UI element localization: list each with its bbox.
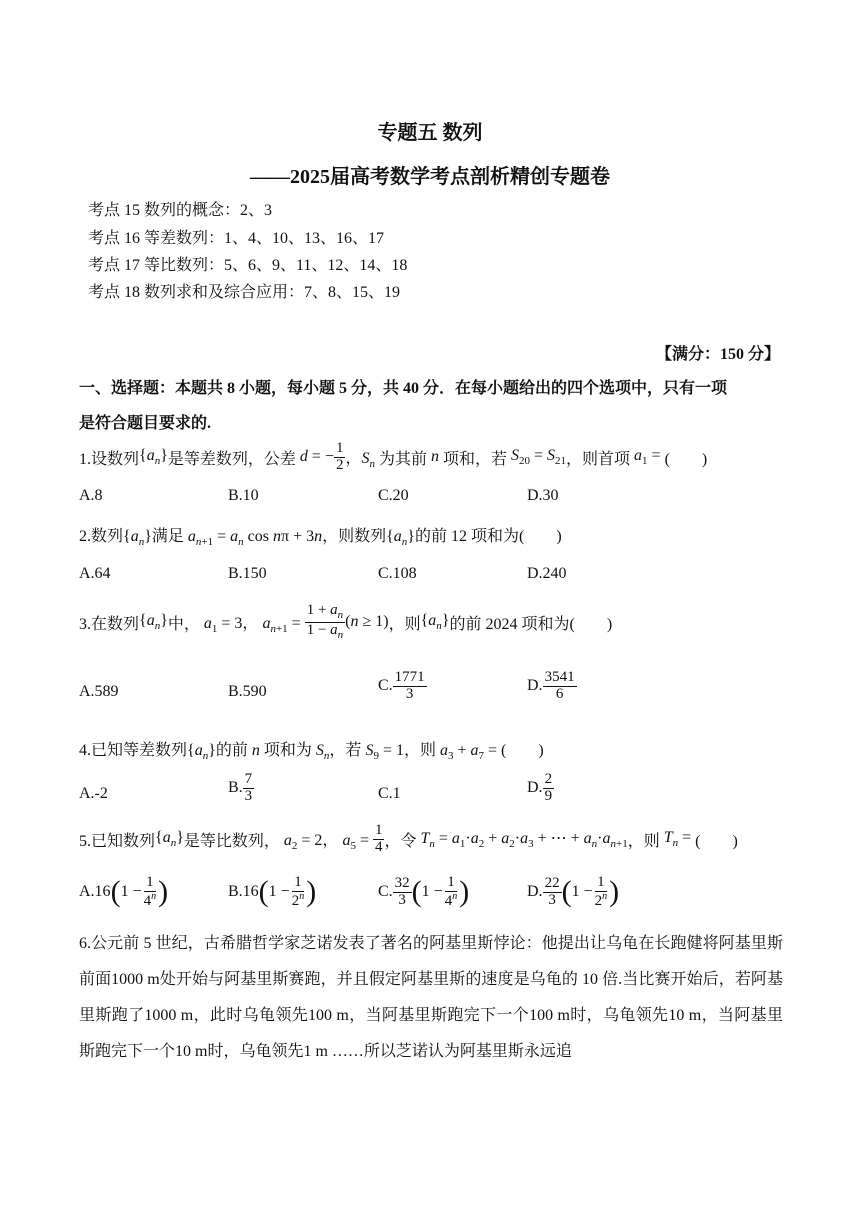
option-label: B. <box>228 779 243 797</box>
fraction: $\frac{1}{2}$ <box>335 439 344 473</box>
option-d: D.30 <box>527 487 559 504</box>
q1-text: 项和，若 <box>442 450 507 468</box>
option-d: D.240 <box>527 565 567 582</box>
answer-paren: ( ) <box>695 832 738 850</box>
q3-text: 的前 2024 项和为( ) <box>449 615 613 633</box>
question-1: 1.设数列 $\{a_n\}$ 是等差数列，公差 d = − $\frac{1}{2}$ ，$S_n$ 为其前 n 项和，若 $S_{20} = S_{21}$ ，则首项 $a_1$ = ( ) <box>79 439 708 473</box>
math: d = − <box>299 448 334 465</box>
option-d <box>527 772 554 805</box>
q3-text: 中， <box>167 615 200 633</box>
question-2: 2.数列$\{a_n\}$满足 $a_{n+1} = a_n$ cos nπ + 3n，则数列$\{a_n\}$的前 12 项和为( ) <box>79 528 562 548</box>
fraction: $\frac{3541}{6}$ <box>544 669 575 702</box>
option-c: C.20 <box>378 487 409 504</box>
option-b: B.16 ( 1 − $\frac{1}{2^n}$ ) <box>228 873 317 909</box>
answer-paren: ( ) <box>501 742 544 759</box>
option-a: A.-2 <box>79 785 108 802</box>
kaodian-item: 考点 15 数列的概念：2、3 <box>88 202 273 219</box>
option-b: B.590 <box>228 683 267 700</box>
option-label: B.16 <box>228 883 259 900</box>
option-a: A.8 <box>79 487 103 504</box>
q5-text: ，令 <box>384 832 417 850</box>
question-3: 3.在数列 $\{a_n\}$ 中， $a_1 = 3$， $a_{n+1}$ = $\frac{1 + a_n}{1 - a_n}$ (n ≥ 1) ，则 $\{a_n\}$ 的前 2024 项和为( ) <box>79 601 613 641</box>
option-c: C.108 <box>378 565 417 582</box>
option-a: A.16 ( 1 − $\frac{1}{4^n}$ ) <box>79 873 169 909</box>
q5-text: 5.已知数列 <box>79 832 156 850</box>
option-label: D. <box>527 883 543 900</box>
kaodian-item: 考点 17 等比数列：5、6、9、11、12、14、18 <box>88 257 408 274</box>
math: $S_{20} = S_{21}$ <box>511 447 567 467</box>
option-c <box>378 670 427 703</box>
option-label: D. <box>527 779 543 797</box>
q4-text: ，若 <box>329 742 362 759</box>
option-label: A.16 <box>79 883 111 900</box>
answer-paren: ( ) <box>664 450 708 468</box>
q4-text: 4.已知等差数列 <box>79 742 188 759</box>
option-label: C. <box>378 883 393 900</box>
option-d <box>527 670 577 703</box>
question-5: 5.已知数列 $\{a_n\}$ 是等比数列， $a_2 = 2$， $a_5$ = $\frac{1}{4}$ ，令 $T_n = a_1\cdot a_2 + a_2\cdot a_3$ + ⋯ + $a_n\cdot a_{n+1}$ ，则 $T_n$ = ( ) <box>79 821 738 855</box>
option-a: A.64 <box>79 565 111 582</box>
fraction: $\frac{1771}{3}$ <box>394 669 425 702</box>
fraction: $\frac{7}{3}$ <box>244 771 253 804</box>
q1-text: 为其前 <box>378 450 427 468</box>
option-c: C.1 <box>378 785 401 802</box>
q4-text: ，则 <box>403 742 436 759</box>
q5-text: 是等比数列， <box>183 832 280 850</box>
fraction: $\frac{1 + a_n}{1 - a_n}$ <box>306 601 344 641</box>
option-d: D. $\frac{22}{3}$ ( 1 − $\frac{1}{2^n}$ ) <box>527 873 620 909</box>
q2-text: 的前 12 项和为( ) <box>414 528 562 545</box>
math: $a_1$ = <box>634 447 665 467</box>
option-b <box>228 772 254 805</box>
q5-text: ，则 <box>627 832 660 850</box>
q4-text: 的前 <box>215 742 248 759</box>
section-heading-cont: 是符合题目要求的. <box>79 415 212 432</box>
kaodian-item: 考点 16 等差数列：1、4、10、13、16、17 <box>88 230 385 247</box>
page-title: 专题五 数列 <box>377 122 483 144</box>
fraction: $\frac{2}{9}$ <box>544 771 553 804</box>
option-label: C. <box>378 677 393 695</box>
full-score: 【满分：150 分】 <box>655 346 780 363</box>
question-6: 6.公元前 5 世纪，古希腊哲学家芝诺发表了著名的阿基里斯悖论：他提出让乌龟在长跑健将阿基里斯前面1000 m处开始与阿基里斯赛跑，并且假定阿基里斯的速度是乌龟的 10 倍.当比赛开始后，若阿基里斯跑了1000 m，此时乌龟领先100 m，当阿基里斯跑完下一个100 m时，乌龟领先10 m，当阿基里斯跑完下一个10 m时，乌龟领先1 m ……所以芝诺认为阿基里斯永远追 <box>79 935 783 1060</box>
math: ，$S_n$ <box>345 449 375 470</box>
q1-text: ，则首项 <box>566 450 631 468</box>
option-label: D. <box>527 677 543 695</box>
option-b: B.10 <box>228 487 259 504</box>
section-heading: 一、选择题：本题共 8 小题，每小题 5 分，共 40 分．在每小题给出的四个选项中，只有一项 <box>79 380 728 397</box>
q2-text: 2.数列 <box>79 528 124 545</box>
fraction: $\frac{1}{4}$ <box>374 821 383 855</box>
q1-text: 1.设数列 <box>79 450 140 468</box>
q1-text: 是等差数列，公差 <box>167 450 296 468</box>
option-b: B.150 <box>228 565 267 582</box>
option-c: C. $\frac{32}{3}$ ( 1 − $\frac{1}{4^n}$ ) <box>378 873 470 909</box>
q2-text: ，则数列 <box>322 528 387 545</box>
q3-text: ，则 <box>388 615 421 633</box>
q3-text: 3.在数列 <box>79 615 140 633</box>
q2-text: 满足 <box>151 528 184 545</box>
option-a: A.589 <box>79 683 119 700</box>
kaodian-item: 考点 18 数列求和及综合应用：7、8、15、19 <box>88 284 401 301</box>
math: $\{a_n\}$ <box>139 447 168 467</box>
q4-text: 项和为 <box>263 742 312 759</box>
page-subtitle: ——2025届高考数学考点剖析精创专题卷 <box>250 166 610 188</box>
question-4: 4.已知等差数列$\{a_n\}$的前 n 项和为 $S_n$，若 $S_9 = 1$，则 $a_3 + a_7$ = ( ) <box>79 742 544 762</box>
